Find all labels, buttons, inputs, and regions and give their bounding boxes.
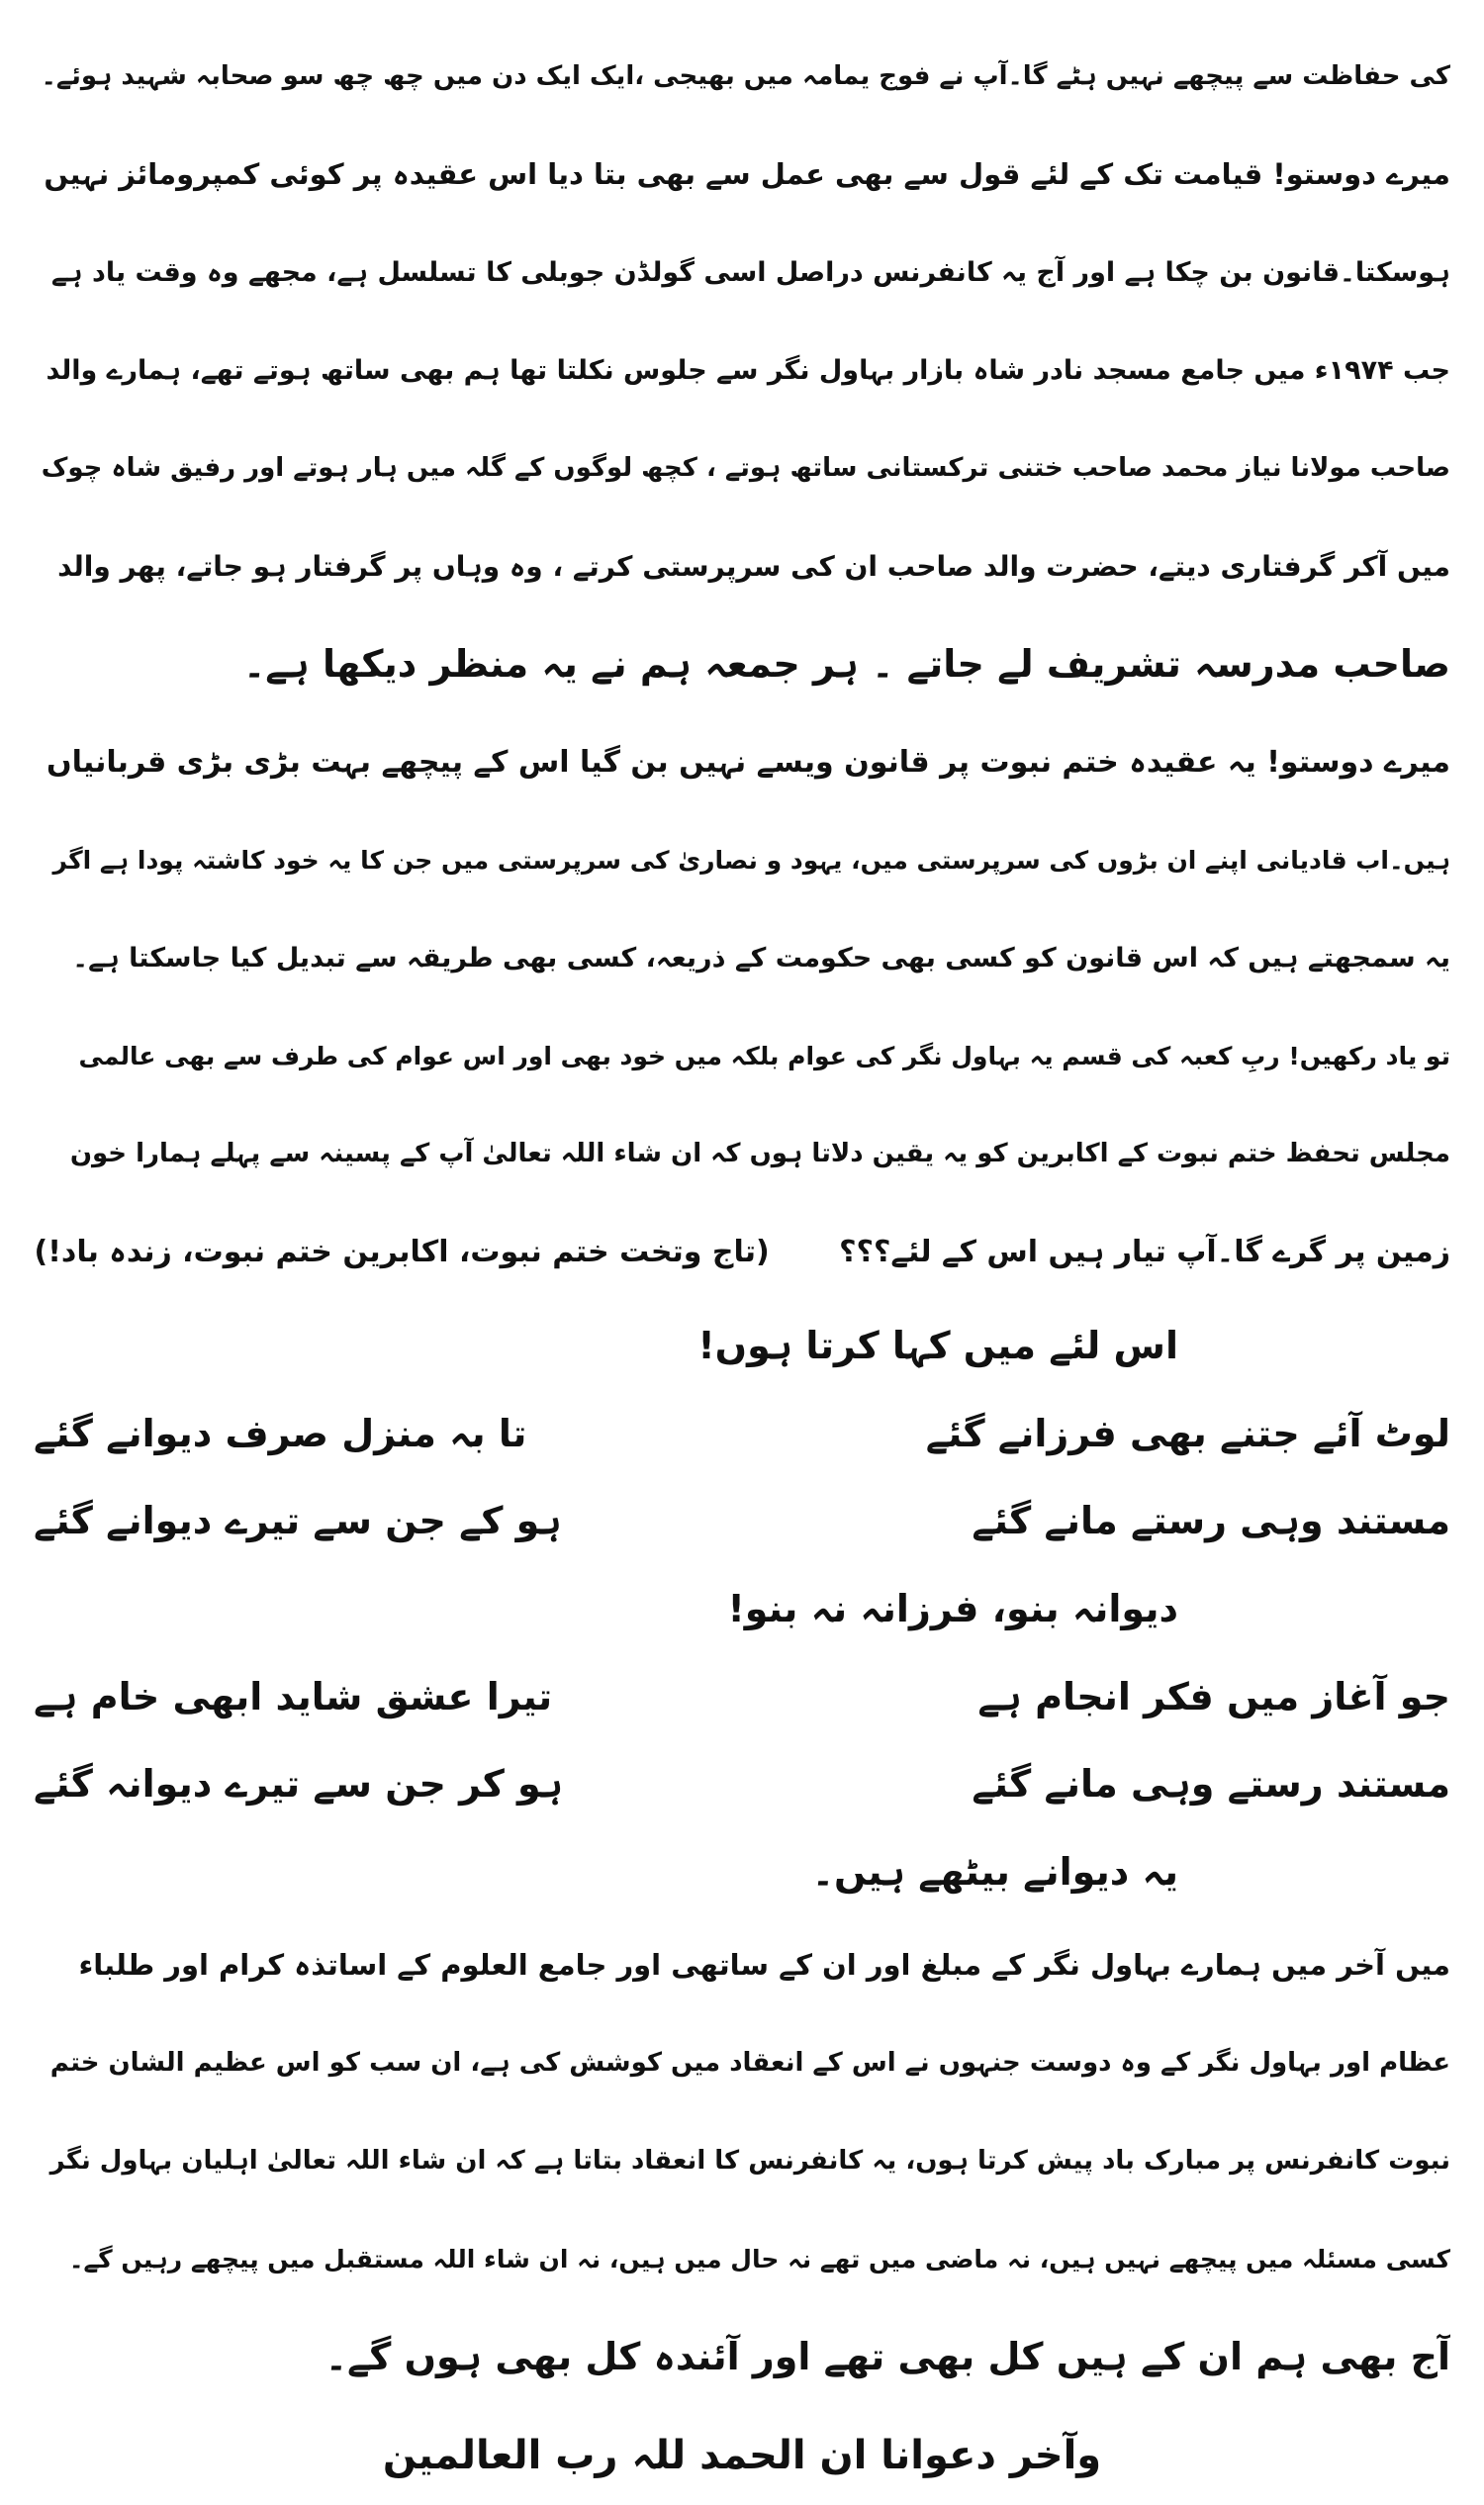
- text-line: میں آکر گرفتاری دیتے، حضرت والد صاحب ان کی سرپرستی کرتے ، وہ وہاں پر گرفتار ہو جاتے، پھر والد: [57, 550, 1450, 583]
- hemistich-first: مستند وہی رستے مانے گئے: [972, 1499, 1450, 1542]
- text-line: آج بھی ہم ان کے ہیں کل بھی تھے اور آئندہ کل بھی ہوں گے۔: [325, 2335, 1450, 2378]
- text-line-with-cheer: [34, 1203, 1450, 1301]
- text-line: میرے دوستو! یہ عقیدہ ختم نبوت پر قانون ویسے نہیں بن گیا اس کے پیچھے بہت بڑی بڑی قربانیاں: [46, 745, 1450, 780]
- hemistich-second: ہو کے جن سے تیرے دیوانے گئے: [34, 1499, 562, 1542]
- text-line: ہیں۔اب قادیانی اپنے ان بڑوں کی سرپرستی میں، یہود و نصاریٰ کی سرپرستی میں جن کا یہ خود کاشتہ پودا ہے اگر: [52, 846, 1450, 875]
- text-line: میرے دوستو! قیامت تک کے لئے قول سے بھی عمل سے بھی بتا دیا اس عقیدہ پر کوئی کمپرومائز نہیں: [44, 157, 1450, 191]
- hemistich-first: مستند رستے وہی مانے گئے: [972, 1762, 1450, 1806]
- text-line: صاحب مولانا نیاز محمد صاحب ختنی ترکستانی ساتھ ہوتے ، کچھ لوگوں کے گلہ میں ہار ہوتے اور رفیق شاہ چوک: [41, 453, 1450, 483]
- text-line: کی حفاظت سے پیچھے نہیں ہٹے گا۔آپ نے فوج یمامہ میں بھیجی ،ایک ایک دن میں چھ چھ سو صحابہ شہید ہوئے۔: [41, 61, 1450, 91]
- text-line: ہوسکتا۔قانون بن چکا ہے اور آج یہ کانفرنس دراصل اسی گولڈن جوبلی کا تسلسل ہے، مجھے وہ وقت یاد ہے: [50, 257, 1450, 288]
- text-line: میں آخر میں ہمارے بہاول نگر کے مبلغ اور ان کے ساتھی اور جامع العلوم کے اساتذہ کرام اور طلباء: [78, 1948, 1450, 1982]
- poem-intro-1: اس لئے میں کہا کرتا ہوں!: [697, 1324, 1178, 1367]
- poem-1-couplet-1: [34, 1390, 1450, 1477]
- closing-prayer: وآخر دعوانا ان الحمد للہ رب العالمین: [382, 2433, 1102, 2478]
- paragraph-block-1: [34, 28, 1450, 1301]
- question-text: زمین پر گرے گا۔آپ تیار ہیں اس کے لئے؟؟؟: [839, 1235, 1450, 1269]
- audience-cheer: (تاج وتخت ختم نبوت، اکابرین ختم نبوت، زندہ باد!): [34, 1235, 770, 1269]
- text-line: عظام اور بہاول نگر کے وہ دوست جنہوں نے اس کے انعقاد میں کوشش کی ہے، ان سب کو اس عظیم الشان ختم: [49, 2048, 1450, 2078]
- text-line: تو یاد رکھیں! ربِ کعبہ کی قسم یہ بہاول نگر کی عوام بلکہ میں خود بھی اور اس عوام کی طرف سے بھی عالمی: [78, 1042, 1450, 1070]
- poem-1-couplet-2: [34, 1477, 1450, 1564]
- hemistich-first: جو آغاز میں فکر انجام ہے: [977, 1675, 1450, 1718]
- poem-intro-2: دیوانہ بنو، فرزانہ نہ بنو!: [727, 1587, 1178, 1630]
- text-line: نبوت کانفرنس پر مبارک باد پیش کرتا ہوں، یہ کانفرنس کا انعقاد بتاتا ہے کہ ان شاء اللہ تعالیٰ اہلیان بہاول نگر: [49, 2146, 1450, 2176]
- hemistich-second: تیرا عشق شاید ابھی خام ہے: [34, 1675, 553, 1718]
- poem-outro: یہ دیوانے بیٹھے ہیں۔: [811, 1850, 1178, 1894]
- hemistich-first: لوٹ آئے جتنے بھی فرزانے گئے: [925, 1412, 1450, 1455]
- text-line: صاحب مدرسہ تشریف لے جاتے ۔ ہر جمعہ ہم نے یہ منظر دیکھا ہے۔: [243, 642, 1450, 686]
- text-line: جب ۱۹۷۴ء میں جامع مسجد نادر شاہ بازار بہاول نگر سے جلوس نکلتا تھا ہم بھی ساتھ ہوتے تھے، ہمارے والد: [46, 355, 1450, 386]
- text-line: مجلس تحفظ ختم نبوت کے اکابرین کو یہ یقین دلاتا ہوں کہ ان شاء اللہ تعالیٰ آپ کے پسینہ سے پہلے ہمارا خون: [69, 1139, 1450, 1168]
- poem-2-couplet-2: [34, 1740, 1450, 1827]
- text-line: کسی مسئلہ میں پیچھے نہیں ہیں، نہ ماضی میں تھے نہ حال میں ہیں، نہ ان شاء اللہ مستقبل میں پیچھے رہیں گے۔: [68, 2245, 1450, 2273]
- hemistich-second: تا بہ منزل صرف دیوانے گئے: [34, 1412, 527, 1455]
- poem-2-couplet-1: [34, 1653, 1450, 1740]
- hemistich-second: ہو کر جن سے تیرے دیوانہ گئے: [34, 1762, 564, 1806]
- text-line: یہ سمجھتے ہیں کہ اس قانون کو کسی بھی حکومت کے ذریعہ، کسی بھی طریقہ سے تبدیل کیا جاسکتا ہے۔: [72, 943, 1450, 974]
- paragraph-block-2: [34, 1916, 1450, 2406]
